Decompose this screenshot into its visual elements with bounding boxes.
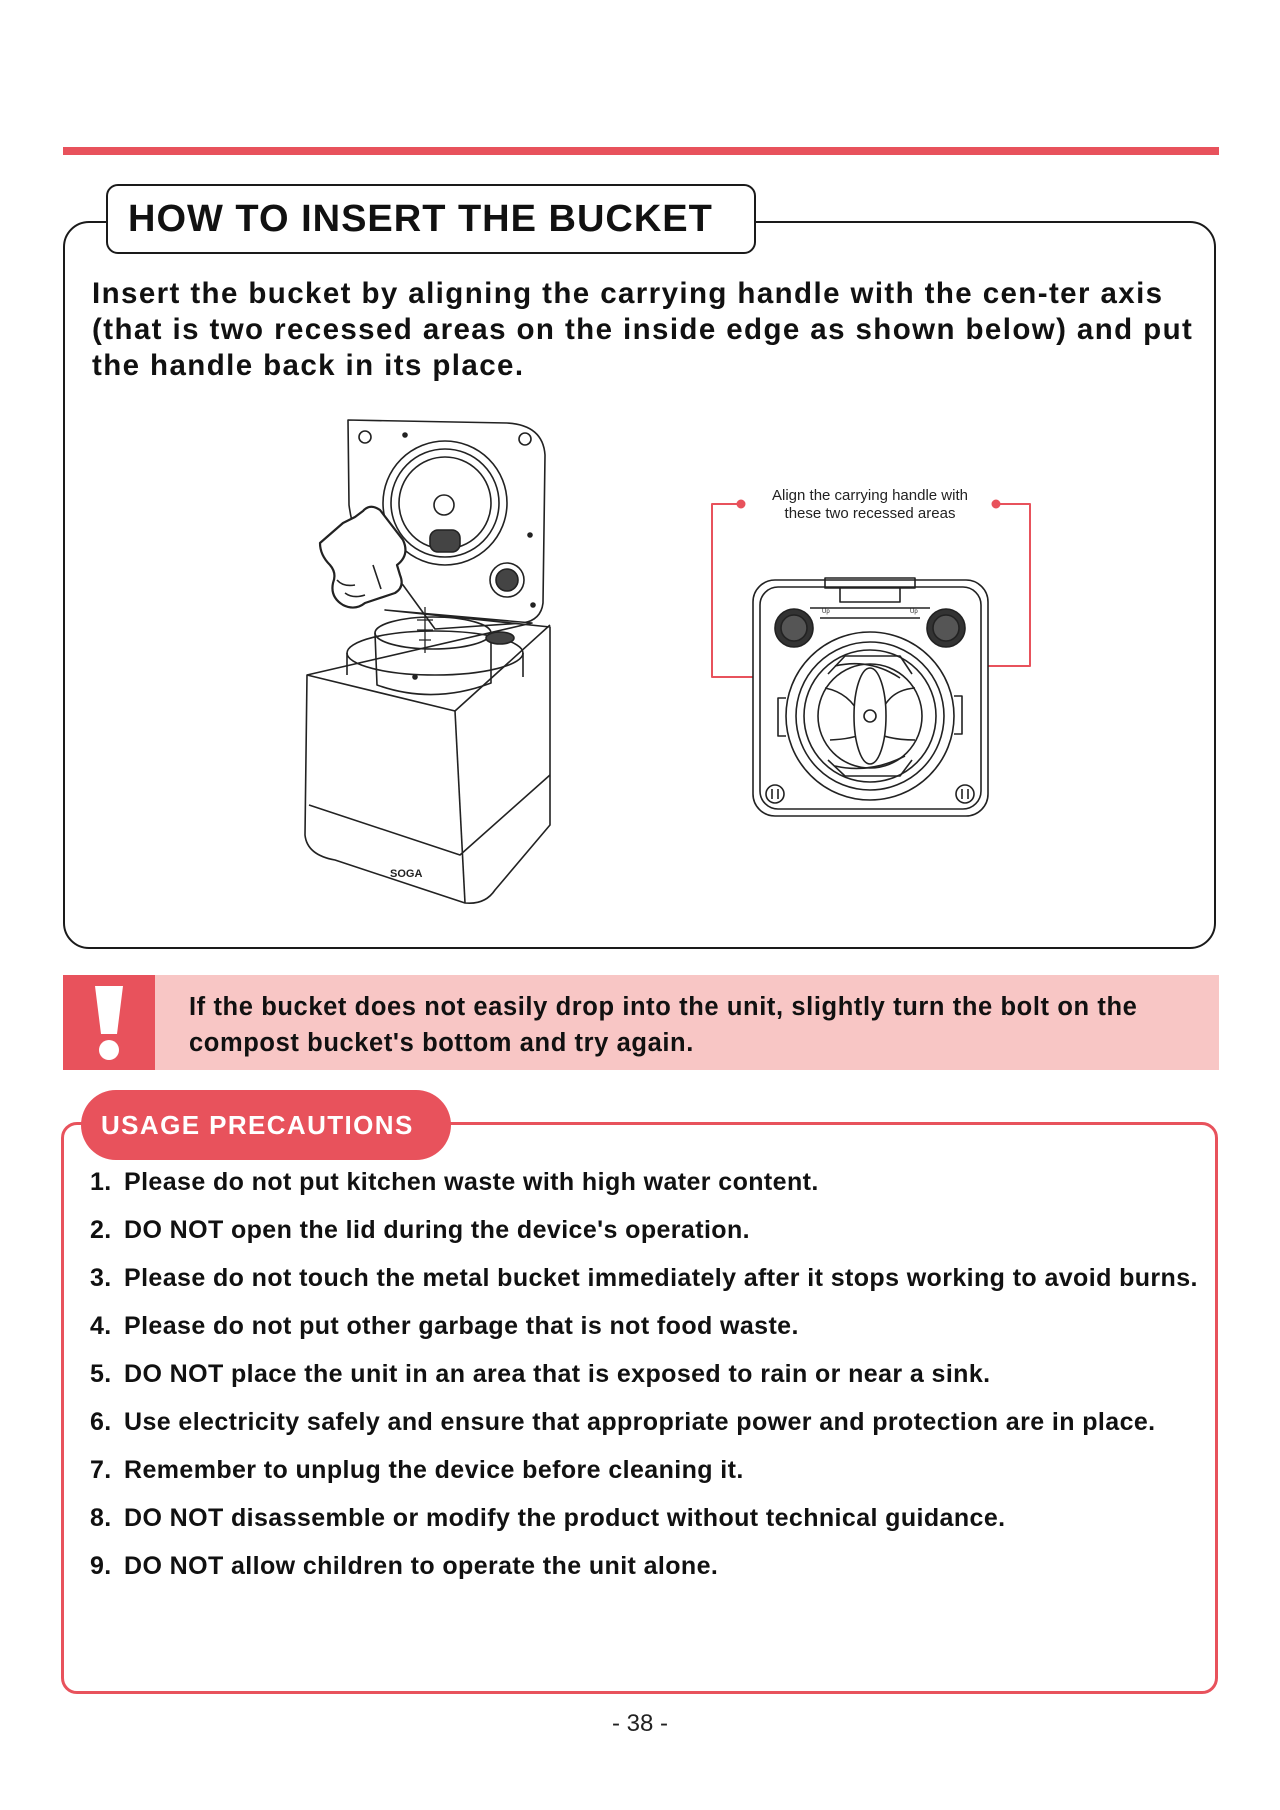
top-accent-rule <box>63 147 1219 155</box>
item-text: Please do not touch the metal bucket immediately after it stops working to avoid burns. <box>124 1264 1198 1292</box>
callout-line-1: Align the carrying handle with <box>772 487 968 504</box>
item-text: DO NOT open the lid during the device's operation. <box>124 1216 750 1244</box>
alignment-callout <box>745 487 995 523</box>
list-item <box>90 1542 1200 1590</box>
item-number: 2. <box>90 1216 112 1244</box>
warning-banner <box>63 975 1219 1070</box>
list-item <box>90 1254 1200 1302</box>
precaution-list <box>90 1158 1200 1590</box>
list-item <box>90 1494 1200 1542</box>
warning-icon-box <box>63 975 155 1070</box>
item-number: 8. <box>90 1504 112 1532</box>
list-item <box>90 1206 1200 1254</box>
insert-instruction: Insert the bucket by aligning the carrying handle with the cen-ter axis (that is two recessed areas on the inside edge as shown below) and put the handle back in its place. <box>92 277 1194 382</box>
item-text: DO NOT place the unit in an area that is exposed to rain or near a sink. <box>124 1360 991 1388</box>
item-text: Remember to unplug the device before cleaning it. <box>124 1456 744 1484</box>
list-item <box>90 1350 1200 1398</box>
item-number: 6. <box>90 1408 112 1436</box>
item-text: Use electricity safely and ensure that appropriate power and protection are in place. <box>124 1408 1156 1436</box>
page-number: - 38 - <box>611 1710 668 1737</box>
knob-label-left: Up <box>822 609 830 615</box>
list-item <box>90 1302 1200 1350</box>
recessed-areas-illustration <box>700 478 1040 828</box>
warning-text: If the bucket does not easily drop into the unit, slightly turn the bolt on the compost bucket's bottom and try again. <box>189 993 1138 1057</box>
list-item <box>90 1158 1200 1206</box>
callout-line-2: these two recessed areas <box>784 505 956 522</box>
list-item <box>90 1446 1200 1494</box>
section-title: HOW TO INSERT THE BUCKET <box>106 184 756 254</box>
list-item <box>90 1398 1200 1446</box>
precautions-heading: USAGE PRECAUTIONS <box>81 1090 451 1160</box>
brand-logo: SOGA <box>390 868 423 880</box>
item-text: DO NOT disassemble or modify the product without technical guidance. <box>124 1504 1006 1532</box>
composter-open-lid-illustration <box>285 415 585 910</box>
item-number: 5. <box>90 1360 112 1388</box>
item-number: 1. <box>90 1168 112 1196</box>
exclamation-icon <box>89 984 129 1062</box>
item-number: 4. <box>90 1312 112 1340</box>
item-number: 7. <box>90 1456 112 1484</box>
item-text: DO NOT allow children to operate the unit alone. <box>124 1552 719 1580</box>
item-text: Please do not put kitchen waste with high water content. <box>124 1168 819 1196</box>
item-number: 3. <box>90 1264 112 1292</box>
item-text: Please do not put other garbage that is not food waste. <box>124 1312 799 1340</box>
knob-label-right: Up <box>910 609 918 615</box>
item-number: 9. <box>90 1552 112 1580</box>
